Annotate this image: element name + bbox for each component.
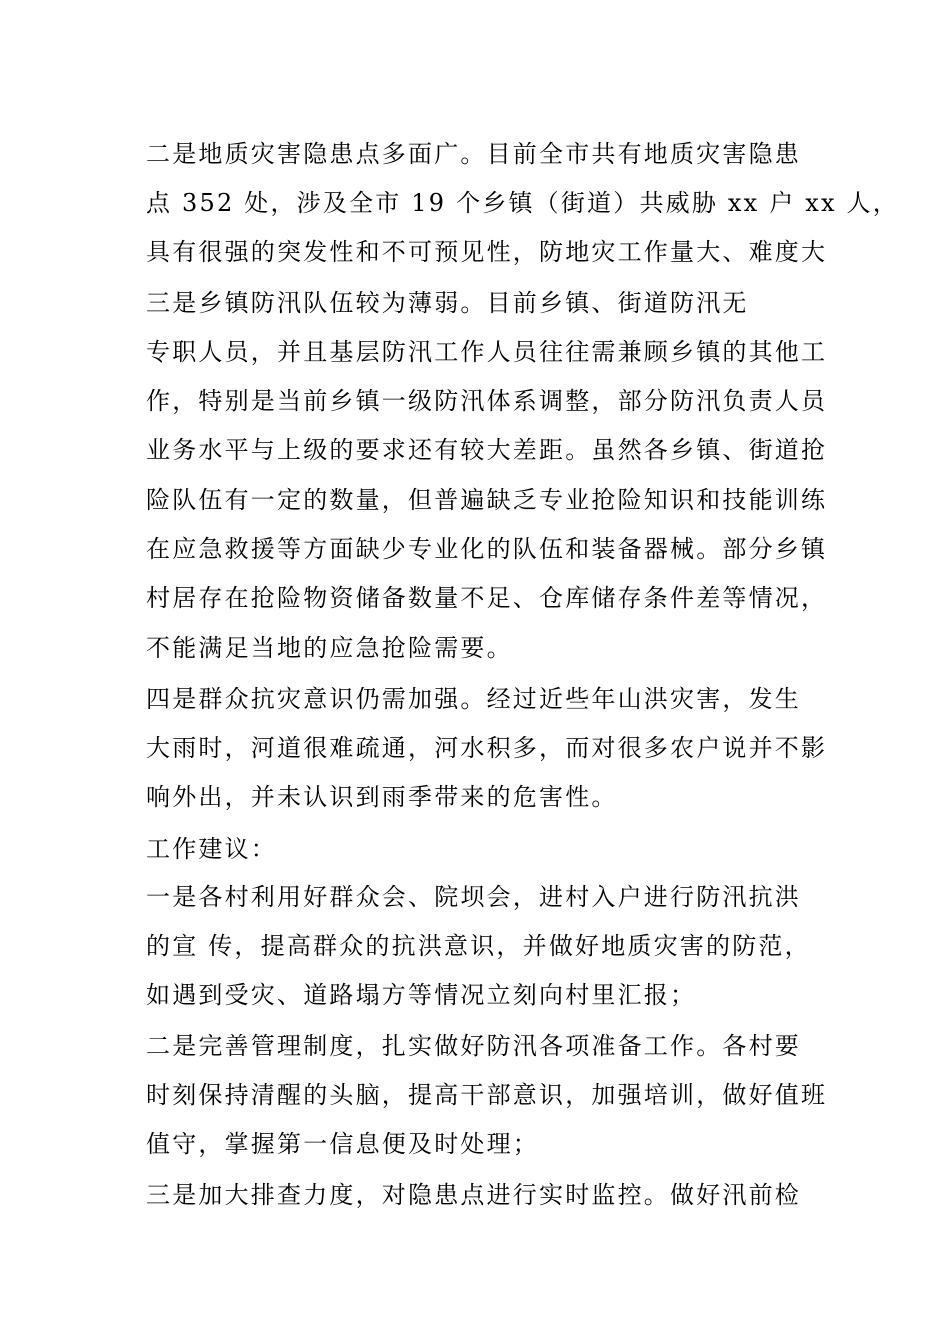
text-line: 专职人员，并且基层防汛工作人员往往需兼顾乡镇的其他工 xyxy=(146,338,828,366)
text-line: 三是乡镇防汛队伍较为薄弱。目前乡镇、街道防汛无 xyxy=(146,289,749,317)
text-line: 四是群众抗灾意识仍需加强。经过近些年山洪灾害，发生 xyxy=(146,685,801,713)
text-line: 在应急救援等方面缺少专业化的队伍和装备器械。部分乡镇 xyxy=(146,535,828,563)
text-line: 如遇到受灾、道路塌方等情况立刻向村里汇报； xyxy=(146,981,697,1009)
text-line: 大雨时，河道很难疏通，河水积多，而对很多农户说并不影 xyxy=(146,734,828,762)
text-line: 村居存在抢险物资储备数量不足、仓库储存条件差等情况， xyxy=(146,584,828,612)
text-line: 时刻保持清醒的头脑，提高干部意识，加强培训，做好值班 xyxy=(146,1081,828,1109)
text-line: 业务水平与上级的要求还有较大差距。虽然各乡镇、街道抢 xyxy=(146,436,828,464)
text-line: 值守，掌握第一信息便及时处理； xyxy=(146,1130,539,1158)
text-line: 险队伍有一定的数量，但普遍缺乏专业抢险知识和技能训练 xyxy=(146,486,828,514)
text-line: 一是各村利用好群众会、院坝会，进村入户进行防汛抗洪 xyxy=(146,883,801,911)
text-line: 不能满足当地的应急抢险需要。 xyxy=(146,634,513,662)
text-line: 二是完善管理制度，扎实做好防汛各项准备工作。各村要 xyxy=(146,1032,801,1060)
text-line: 的宣 传，提高群众的抗洪意识，并做好地质灾害的防范， xyxy=(146,932,811,960)
text-line: 二是地质灾害隐患点多面广。目前全市共有地质灾害隐患 xyxy=(146,140,801,168)
text-line: 点 352 处，涉及全市 19 个乡镇（街道）共威胁 xx 户 xx 人， xyxy=(146,189,899,217)
text-line: 三是加大排查力度，对隐患点进行实时监控。做好汛前检 xyxy=(146,1181,801,1209)
text-line: 作，特别是当前乡镇一级防汛体系调整，部分防汛负责人员 xyxy=(146,387,828,415)
text-line: 具有很强的突发性和不可预见性，防地灾工作量大、难度大 xyxy=(146,238,828,266)
text-line: 响外出，并未认识到雨季带来的危害性。 xyxy=(146,783,618,811)
text-line: 工作建议： xyxy=(146,835,277,863)
